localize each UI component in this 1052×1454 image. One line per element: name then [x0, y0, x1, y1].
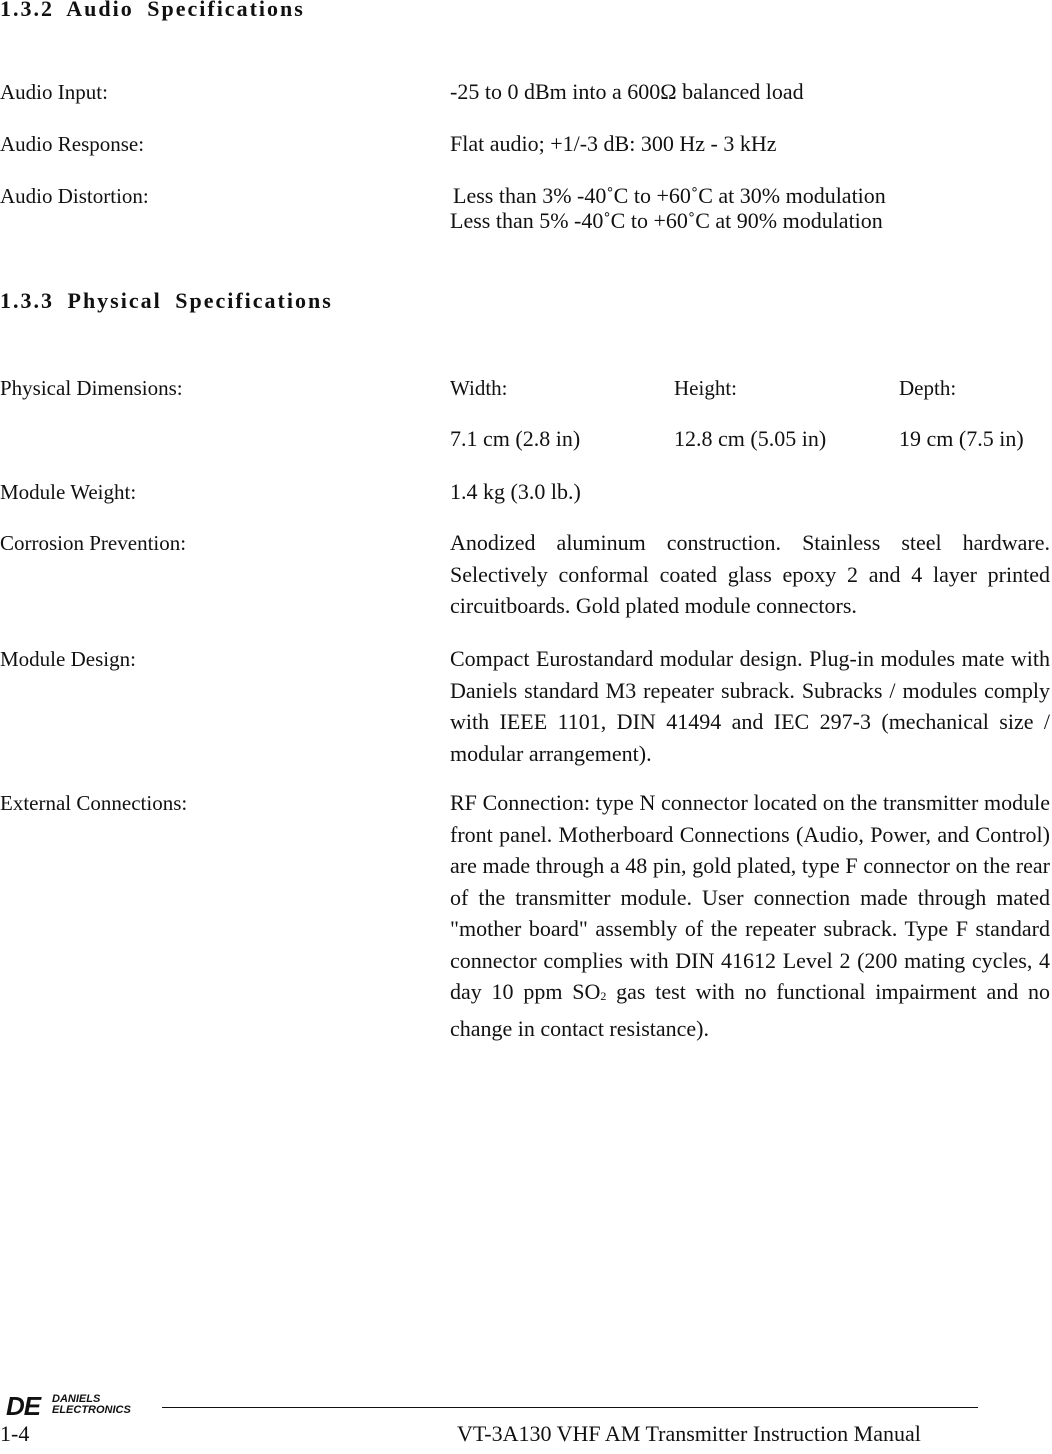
daniels-electronics-logo — [6, 1388, 146, 1422]
height-value: 12.8 cm (5.05 in) — [674, 426, 827, 451]
audio-response-label: Audio Response: — [0, 132, 145, 156]
section-heading-audio: 1.3.2 Audio Specifications — [0, 0, 305, 21]
height-label: Height: — [674, 376, 737, 400]
section-heading-physical: 1.3.3 Physical Specifications — [0, 288, 333, 313]
audio-distortion-label: Audio Distortion: — [0, 184, 149, 208]
subscript-two: 2 — [600, 989, 607, 1003]
external-connections-text: RF Connection: type N connector located on the transmitter module front panel. Motherboard Connections (Audio, Power, and Control) are made through a 48 pin, gold plated, type F connector on the rear of the transmitter module. User connection made through mated "mother board" assembly of the repeater subrack. Type F standard connector complies with DIN 41612 Level 2 (200 mating cycles, 4 day 10 ppm SO — [450, 790, 1050, 1004]
audio-input-label: Audio Input: — [0, 80, 108, 104]
module-design-value: Compact Eurostandard modular design. Plug-in modules mate with Daniels standard M3 repeater subrack. Subracks / modules comply with IEEE 1101, DIN 41494 and IEC 297-3 (mechanical size / modular arrangement). — [450, 646, 1050, 766]
corrosion-prevention-label: Corrosion Prevention: — [0, 531, 187, 555]
physical-dimensions-label: Physical Dimensions: — [0, 376, 183, 400]
external-connections-text-end: gas test with no functional impairment and no change in contact resistance). — [450, 979, 1050, 1041]
manual-title: VT-3A130 VHF AM Transmitter Instruction Manual — [457, 1421, 921, 1446]
external-connections-label: External Connections: — [0, 791, 188, 815]
corrosion-prevention-value: Anodized aluminum construction. Stainless steel hardware. Selectively conformal coated glass epoxy 2 and 4 layer printed circuitboards. Gold plated module connectors. — [450, 530, 1050, 618]
module-weight-value: 1.4 kg (3.0 lb.) — [450, 479, 581, 504]
logo-name-line1: DANIELS — [52, 1393, 101, 1405]
logo-name-line2: ELECTRONICS — [52, 1404, 131, 1416]
logo-letters: DE — [6, 1391, 41, 1421]
external-connections-value — [450, 787, 1050, 1044]
width-label: Width: — [450, 376, 508, 400]
audio-distortion-value-1: Less than 3% -40˚C to +60˚C at 30% modulation — [453, 183, 886, 208]
audio-response-value: Flat audio; +1/-3 dB: 300 Hz - 3 kHz — [450, 131, 777, 156]
depth-label: Depth: — [899, 376, 957, 400]
depth-value: 19 cm (7.5 in) — [899, 426, 1024, 451]
module-weight-label: Module Weight: — [0, 480, 137, 504]
audio-input-value: -25 to 0 dBm into a 600Ω balanced load — [450, 79, 804, 104]
page-number: 1-4 — [0, 1421, 30, 1446]
audio-distortion-value-2: Less than 5% -40˚C to +60˚C at 90% modulation — [450, 208, 883, 233]
footer-divider — [162, 1407, 978, 1408]
module-design-label: Module Design: — [0, 647, 136, 671]
width-value: 7.1 cm (2.8 in) — [450, 426, 581, 451]
